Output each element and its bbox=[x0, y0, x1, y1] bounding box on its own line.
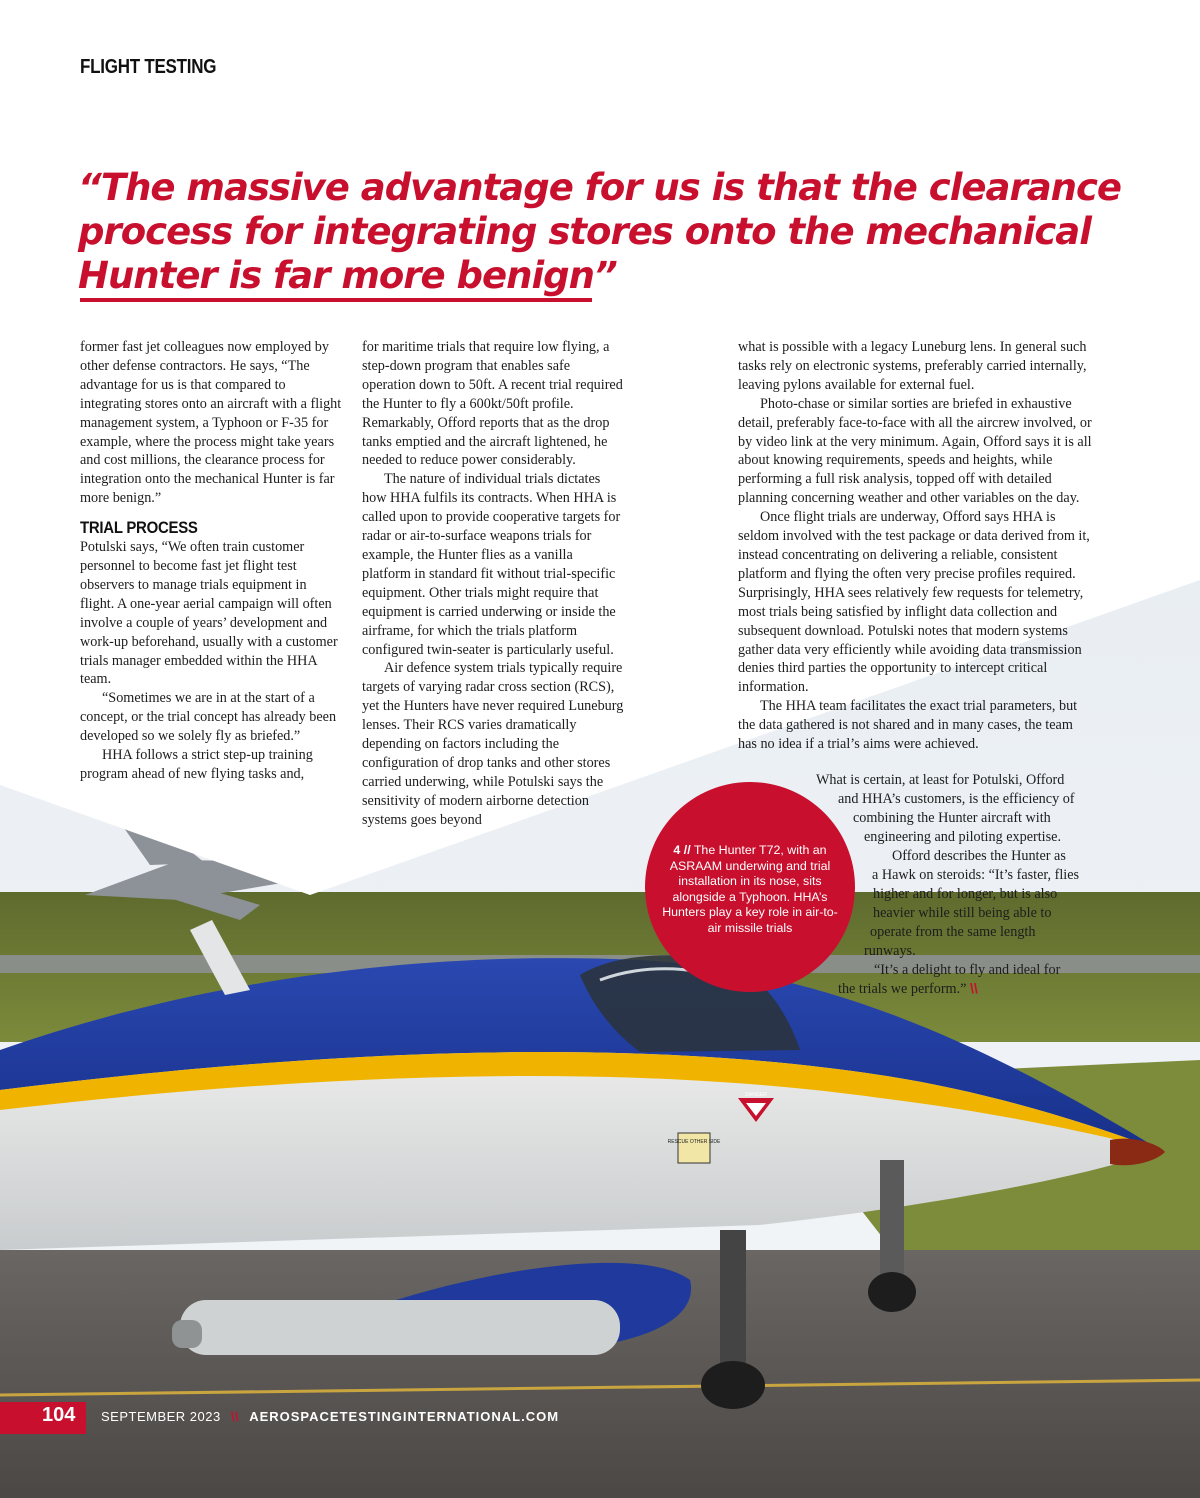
end-mark: \\ bbox=[969, 981, 978, 997]
wrap-line: engineering and piloting expertise. bbox=[864, 829, 1061, 845]
wrap-line: operate from the same length bbox=[870, 924, 1036, 940]
footer-separator: \\ bbox=[230, 1409, 240, 1424]
wrap-line: heavier while still being able to bbox=[873, 905, 1052, 921]
column-1 bbox=[80, 338, 342, 784]
wrap-line: and HHA’s customers, is the efficiency of bbox=[838, 791, 1075, 807]
paragraph: HHA follows a strict step-up training program ahead of new flying tasks and, bbox=[80, 747, 313, 782]
subhead-trial-process: TRIAL PROCESS bbox=[80, 518, 198, 538]
wrap-line: combining the Hunter aircraft with bbox=[853, 810, 1051, 826]
paragraph: what is possible with a legacy Luneburg lens. In general such tasks rely on electronic systems, preferably carried internally, leaving pylons available for external fuel. bbox=[738, 339, 1087, 393]
rescue-placard-label: RESCUE OTHER SIDE bbox=[667, 1139, 721, 1145]
paragraph: “Sometimes we are in at the start of a concept, or the trial concept has already been developed so we solely fly as briefed.” bbox=[80, 690, 337, 745]
pull-quote-rule bbox=[80, 298, 592, 302]
paragraph: The HHA team facilitates the exact trial parameters, but the data gathered is not shared and in many cases, the team has no idea if a trial’s aims were achieved. bbox=[738, 698, 1078, 753]
wrap-line: runways. bbox=[864, 943, 916, 959]
pull-quote-line: process for integrating stores onto the mechanical bbox=[78, 210, 1091, 253]
issue-date: SEPTEMBER 2023 bbox=[101, 1409, 221, 1424]
danger-placard-label: DANGER bbox=[745, 1092, 767, 1098]
paragraph: for maritime trials that require low flying, a step-down program that enables safe operation down to 50ft. A recent trial required the Hunter to fly a 600kt/50ft profile. Remarkably, Offord reports that as the drop tanks emptied and the aircraft lightened, he needed to reduce power considerably. bbox=[362, 339, 623, 469]
paragraph: The nature of individual trials dictates how HHA fulfils its contracts. When HHA is called upon to provide cooperative targets for radar or air-to-surface weapons trials for example, the Hunter flies as a vanilla platform in standard fit without trial-specific equipment. Other trials might require that equipment is carried underwing or inside the airframe, for which the trials platform configured twin-seater is particularly useful. bbox=[362, 471, 621, 658]
paragraph: Photo-chase or similar sorties are briefed in exhaustive detail, preferably face-to-face with all the aircrew involved, or by video link at the very minimum. Again, Offord says it is all about knowing requirements, speeds and heights, while performing a full risk analysis, topped off with detailed planning concerning weather and other variables on the day. bbox=[738, 395, 1092, 507]
paragraph: Air defence system trials typically require targets of varying radar cross section (RCS), yet the Hunters have never required Luneburg lenses. Their RCS varies dramatically depending on factors including the configuration of drop tanks and other stores carried underwing, while Potulski says the sensitivity of modern airborne detection systems goes beyond bbox=[362, 660, 624, 828]
wrap-line: “It’s a delight to fly and ideal for bbox=[874, 962, 1061, 978]
wrap-line: a Hawk on steroids: “It’s faster, flies bbox=[872, 867, 1080, 883]
pull-quote bbox=[78, 166, 1158, 298]
caption-body: The Hunter T72, with an ASRAAM underwing and trial installation in its nose, sits alongside a Typhoon. HHA’s Hunters play a key role in air-to-air missile trials bbox=[662, 843, 838, 935]
footer bbox=[101, 1409, 559, 1424]
column-3 bbox=[738, 338, 1092, 754]
wrap-line-text: the trials we perform.” bbox=[838, 981, 967, 997]
website: AEROSPACETESTINGINTERNATIONAL.COM bbox=[249, 1409, 560, 1424]
caption-number: 4 // bbox=[673, 843, 691, 857]
photo-caption bbox=[660, 843, 840, 936]
paragraph: Potulski says, “We often train customer personnel to become fast jet flight test observers to manage trials equipment in flight. A one-year aerial campaign will often involve a couple of years’ development and work-up beforehand, usually with a customer trials manager embedded within the HHA team. bbox=[80, 539, 338, 688]
wrap-line bbox=[838, 980, 978, 999]
wrap-line: Offord describes the Hunter as bbox=[892, 848, 1066, 864]
paragraph: former fast jet colleagues now employed by other defense contractors. He says, “The advantage for us is that compared to integrating stores onto an aircraft with a flight management system, a Typhoon or F-35 for example, where the process might take years and cost millions, the clearance process for integration onto the mechanical Hunter is far more benign.” bbox=[80, 339, 342, 507]
column-2 bbox=[362, 338, 624, 830]
wrap-line: What is certain, at least for Potulski, Offord bbox=[816, 772, 1065, 788]
page-number: 104 bbox=[42, 1404, 76, 1426]
pull-quote-line: “The massive advantage for us is that the clearance bbox=[78, 166, 1122, 209]
pull-quote-line: Hunter is far more benign” bbox=[78, 254, 617, 297]
paragraph: Once flight trials are underway, Offord says HHA is seldom involved with the test package or data derived from it, instead concentrating on delivering a reliable, consistent platform and flying the often very precise profiles required. Surprisingly, HHA sees relatively few requests for telemetry, most trials being satisfied by inflight data collection and subsequent download. Potulski notes that modern systems gather data very efficiently while avoiding data transmission denies third parties the opportunity to intercept critical information. bbox=[738, 509, 1090, 696]
section-label: FLIGHT TESTING bbox=[80, 56, 217, 78]
wrap-line: higher and for longer, but is also bbox=[873, 886, 1058, 902]
